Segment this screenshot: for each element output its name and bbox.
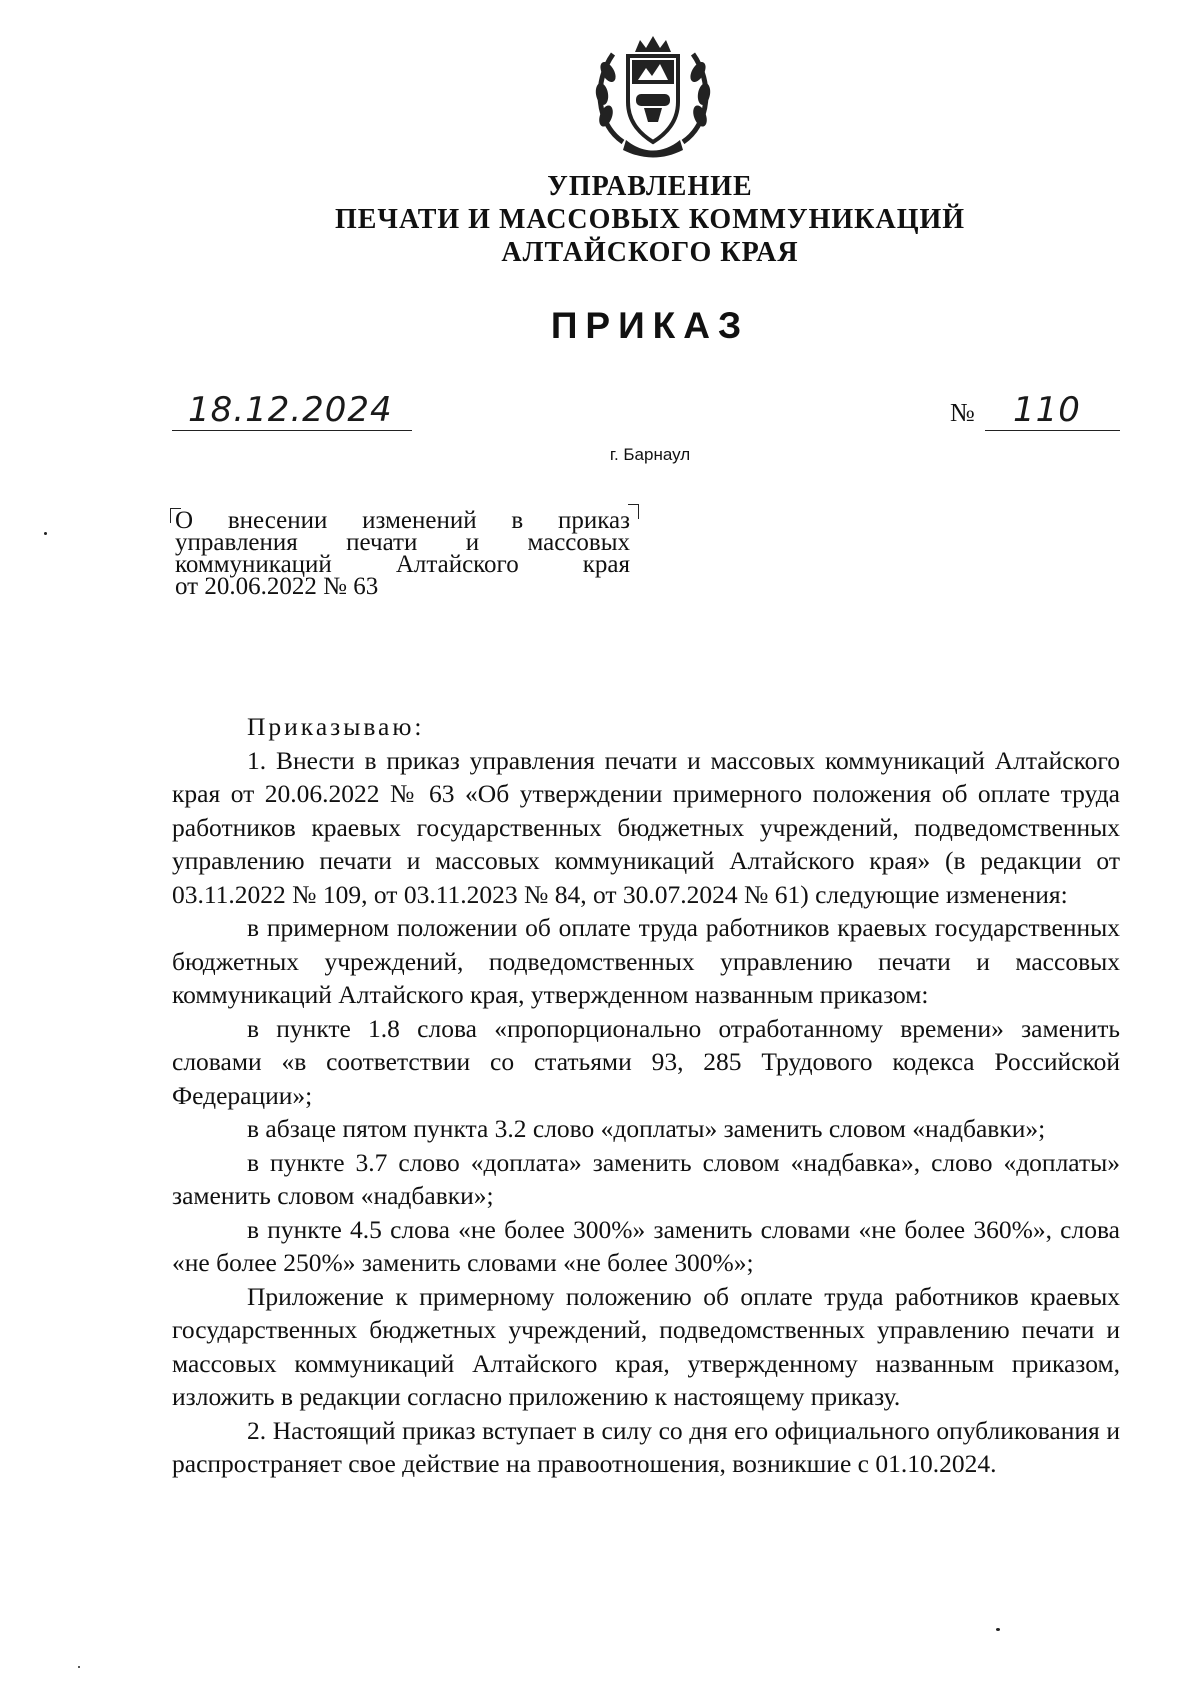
paragraph: Приложение к примерному положению об оплате труда работников краевых государственных бюджетных учреждений, подведомственных управлению печати и массовых коммуникаций Алтайского края, утвержденному названным приказом, изложить в редакции согласно приложению к настоящему приказу. xyxy=(172,1281,1120,1411)
paragraph: в пункте 1.8 слова «пропорционально отработанному времени» заменить словами «в соответствии со статьями 93, 285 Трудового кодекса Российской Федерации»; xyxy=(172,1013,1120,1110)
date-field xyxy=(172,390,412,431)
subject-line: коммуникаций Алтайского края xyxy=(175,551,630,578)
subject-block xyxy=(175,507,630,600)
order-word: Приказываю: xyxy=(247,712,425,741)
number-field xyxy=(985,390,1120,431)
paragraph: в пункте 3.7 слово «доплата» заменить словом «надбавка», слово «доплаты» заменить словом «надбавки»; xyxy=(172,1147,1120,1210)
subject-line: О внесении изменений в приказ xyxy=(175,507,630,534)
scan-speck xyxy=(78,1666,80,1668)
coat-of-arms-icon xyxy=(588,32,718,162)
agency-line-1: УПРАВЛЕНИЕ xyxy=(547,171,753,202)
paragraph: в пункте 4.5 слова «не более 300%» заменить словами «не более 360%», слова «не более 250%» заменить словами «не более 300%»; xyxy=(172,1214,1120,1277)
number-label: № xyxy=(950,398,975,427)
paragraph: в примерном положении об оплате труда работников краевых государственных бюджетных учреждений, подведомственных управлению печати и массовых коммуникаций Алтайского края, утвержденном названным приказом: xyxy=(172,913,1120,1009)
agency-name xyxy=(0,170,1200,269)
city: г. Барнаул xyxy=(609,445,691,464)
paragraph: в абзаце пятом пункта 3.2 слово «доплаты» заменить словом «надбавки»; xyxy=(247,1114,1046,1143)
handwritten-number: 110 xyxy=(1013,390,1081,430)
handwritten-date: 18.12.2024 xyxy=(188,390,393,430)
agency-line-2: ПЕЧАТИ И МАССОВЫХ КОММУНИКАЦИЙ xyxy=(334,204,966,235)
paragraph: 2. Настоящий приказ вступает в силу со дня его официального опубликования и распространяет свое действие на правоотношения, возникшие с 01.10.2024. xyxy=(172,1415,1120,1478)
scan-speck xyxy=(996,1628,1000,1631)
scan-speck xyxy=(44,532,47,535)
subject-line: от 20.06.2022 № 63 xyxy=(175,573,379,600)
agency-line-3: АЛТАЙСКОГО КРАЯ xyxy=(501,237,799,268)
subject-line: управления печати и массовых xyxy=(175,529,630,556)
paragraph: 1. Внести в приказ управления печати и массовых коммуникаций Алтайского края от 20.06.2022 № 63 «Об утверждении примерного положения об оплате труда работников краевых государственных бюджетных учреждений, подведомственных управлению печати и массовых коммуникаций Алтайского края» (в редакции от 03.11.2022 № 109, от 03.11.2023 № 84, от 30.07.2024 № 61) следующие изменения: xyxy=(172,745,1120,909)
document-type: ПРИКАЗ xyxy=(550,305,750,346)
document-body xyxy=(172,710,1120,1481)
